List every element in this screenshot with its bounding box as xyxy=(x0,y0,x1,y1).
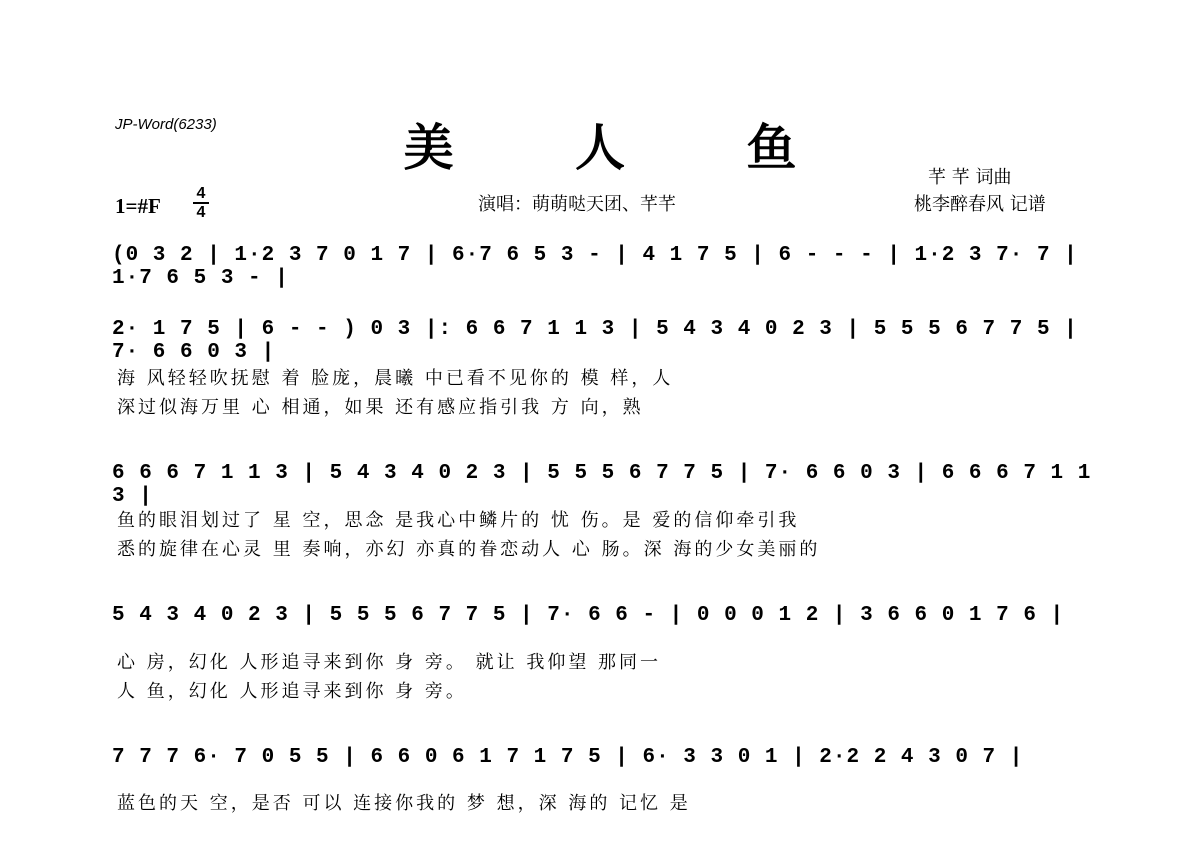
lyric-line: 悉的旋律在心灵 里 奏响，亦幻 亦真的眷恋动人 心 肠。深 海的少女美丽的 xyxy=(117,539,821,560)
lyric-line: 蓝色的天 空，是否 可以 连接你我的 梦 想，深 海的 记忆 是 xyxy=(117,793,691,814)
lyric-line: 深过似海万里 心 相通，如果 还有感应指引我 方 向，熟 xyxy=(117,397,644,418)
song-title: 美 人 鱼 xyxy=(403,118,849,177)
lyricist-composer: 芊 芊 词曲 xyxy=(928,167,1012,188)
score-line-1 xyxy=(112,244,1092,288)
lyric-line: 海 风轻轻吹抚慰 着 脸庞，晨曦 中已看不见你的 模 样，人 xyxy=(117,368,674,389)
score-line-3 xyxy=(112,462,1092,506)
notation: 6 6 6 7 1 1 3 | 5 4 3 4 0 2 3 | 5 5 5 6 7 7 5 | 7· 6 6 0 3 | 6 6 6 7 1 1 3 | xyxy=(112,462,1092,508)
notation: 7 7 7 6· 7 0 5 5 | 6 6 0 6 1 7 1 7 5 | 6· 3 3 0 1 | 2·2 2 4 3 0 7 | xyxy=(112,746,1024,769)
key-signature: 1=#F xyxy=(115,194,161,218)
source-label: JP-Word(6233) xyxy=(115,116,217,133)
notation: 5 4 3 4 0 2 3 | 5 5 5 6 7 7 5 | 7· 6 6 - | 0 0 0 1 2 | 3 6 6 0 1 7 6 | xyxy=(112,604,1065,627)
time-signature: 4 4 xyxy=(193,186,209,220)
transcriber-credit: 桃李醉春风 记谱 xyxy=(914,194,1046,215)
lyric-line: 鱼的眼泪划过了 星 空，思念 是我心中鳞片的 忧 伤。是 爱的信仰牵引我 xyxy=(117,510,800,531)
score-line-5 xyxy=(112,746,1092,790)
notation: (0 3 2 | 1·2 3 7 0 1 7 | 6·7 6 5 3 - | 4 1 7 5 | 6 - - - | 1·2 3 7· 7 | 1·7 6 5 3 - | xyxy=(112,244,1078,290)
notation: 2· 1 7 5 | 6 - - ) 0 3 |: 6 6 7 1 1 3 | 5 4 3 4 0 2 3 | 5 5 5 6 7 7 5 | 7· 6 6 0 3 | xyxy=(112,318,1078,364)
lyric-line: 心 房，幻化 人形追寻来到你 身 旁。 就让 我仰望 那同一 xyxy=(117,652,662,673)
score-line-2 xyxy=(112,318,1092,362)
lyric-line: 人 鱼，幻化 人形追寻来到你 身 旁。 xyxy=(117,681,467,702)
singer-credit: 演唱：萌萌哒天团、芊芊 xyxy=(478,194,676,215)
score-line-4 xyxy=(112,604,1092,648)
